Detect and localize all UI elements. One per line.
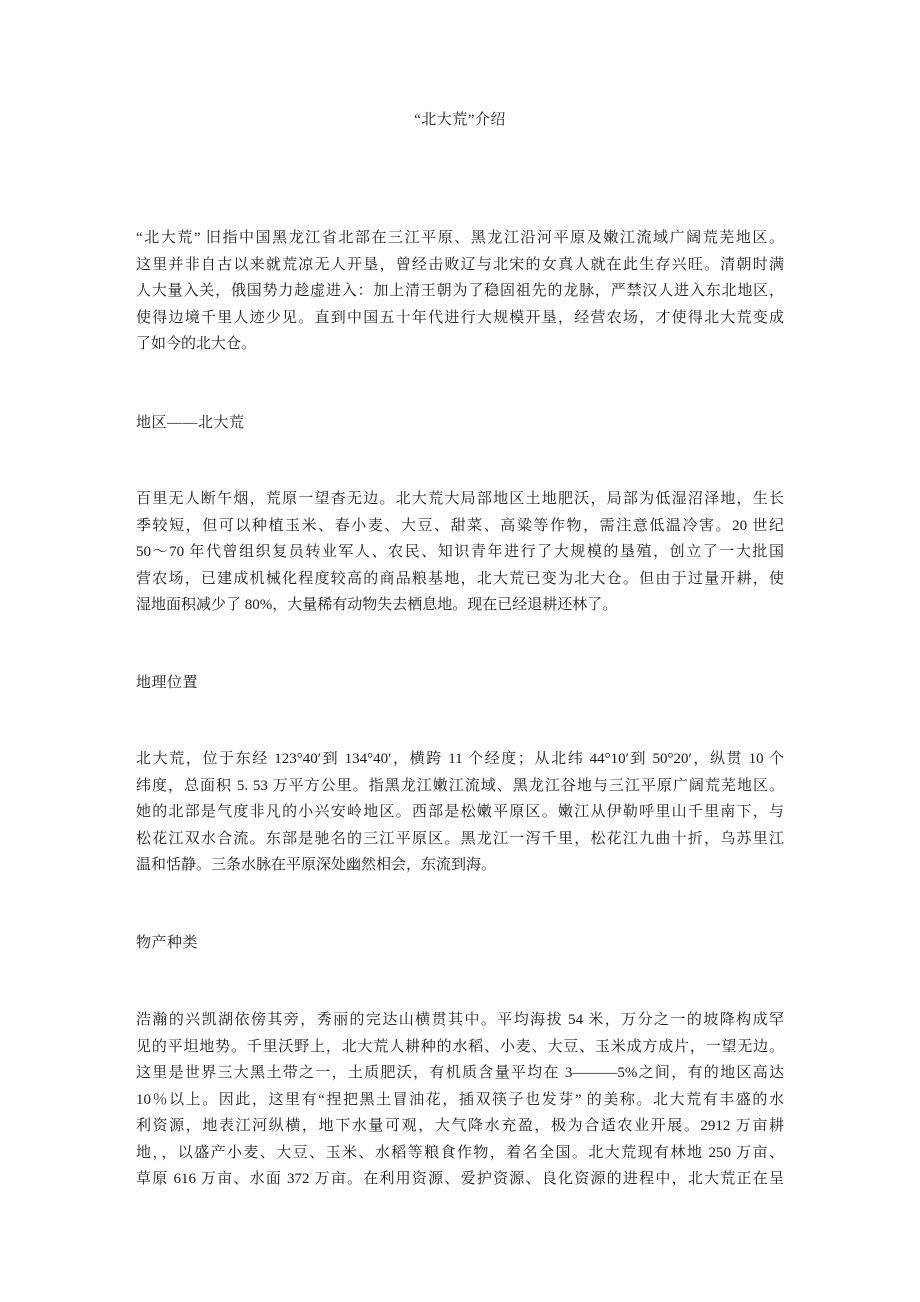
text-line: 她的北部是气度非凡的小兴安岭地区。西部是松嫩平原区。嫩江从伊勒呼里山千里南下，与 bbox=[136, 804, 784, 820]
section-heading-location: 地理位置 bbox=[136, 675, 199, 691]
paragraph-location bbox=[136, 746, 784, 879]
text-line: 地，，以盛产小麦、大豆、玉米、水稻等粮食作物，着名全国。北大荒现有林地 250 万亩、 bbox=[136, 1144, 784, 1161]
text-line: 湿地面积减少了 80%，大量稀有动物失去栖息地。现在已经退耕还林了。 bbox=[136, 597, 618, 613]
text-line: 使得边境千里人迹少见。直到中国五十年代进行大规模开垦，经营农场，才使得北大荒变成 bbox=[136, 309, 784, 326]
text-line: 北大荒，位于东经 123°40′到 134°40′，横跨 11 个经度；从北纬 44°10′到 50°20′，纵贯 10 个 bbox=[136, 751, 784, 767]
paragraph-region bbox=[136, 486, 784, 619]
document-title: “北大荒”介绍 bbox=[414, 112, 506, 128]
paragraph-intro bbox=[136, 225, 784, 358]
text-line: 利资源，地表江河纵横，地下水量可观，大气降水充盈，极为合适农业开展。2912 万亩耕 bbox=[136, 1118, 784, 1134]
section-heading-products: 物产种类 bbox=[136, 935, 199, 951]
text-line: 百里无人断午烟，荒原一望杳无边。北大荒大局部地区土地肥沃，局部为低湿沼泽地，生长 bbox=[136, 491, 784, 507]
section-heading-region: 地区——北大荒 bbox=[136, 415, 245, 431]
text-line: 草原 616 万亩、水面 372 万亩。在利用资源、爱护资源、良化资源的进程中，北大荒正在呈 bbox=[136, 1171, 784, 1187]
text-line: 浩瀚的兴凯湖依傍其旁，秀丽的完达山横贯其中。平均海拔 54 米，万分之一的坡降构成罕 bbox=[136, 1012, 784, 1028]
paragraph-products bbox=[136, 1007, 784, 1193]
text-line: 10％以上。因此，这里有“捏把黑土冒油花，插双筷子也发芽” 的美称。北大荒有丰盛的水 bbox=[136, 1091, 784, 1108]
text-line: 了如今的北大仓。 bbox=[136, 336, 257, 352]
text-line: 营农场，已建成机械化程度较高的商品粮基地，北大荒已变为北大仓。但由于过量开耕，使 bbox=[136, 570, 784, 587]
text-line: 人大量入关，俄国势力趁虚进入：加上清王朝为了稳固祖先的龙脉，严禁汉人进入东北地区， bbox=[136, 283, 784, 299]
text-line: 见的平坦地势。千里沃野上，北大荒人耕种的水稻、小麦、大豆、玉米成方成片，一望无边。 bbox=[136, 1038, 784, 1055]
text-line: 这里是世界三大黑土带之一，土质肥沃，有机质含量平均在 3———5%之间，有的地区高达 bbox=[136, 1065, 784, 1081]
text-line: “北大荒” 旧指中国黑龙江省北部在三江平原、黑龙江沿河平原及嫩江流域广阔荒芜地区。 bbox=[136, 230, 784, 246]
text-line: 松花江双水合流。东部是驰名的三江平原区。黑龙江一泻千里，松花江九曲十折，乌苏里江 bbox=[136, 830, 784, 847]
text-line: 这里并非自古以来就荒凉无人开垦，曾经击败辽与北宋的女真人就在此生存兴旺。清朝时满 bbox=[136, 256, 784, 273]
text-line: 50～70 年代曾组织复员转业军人、农民、知识青年进行了大规模的垦殖，创立了一大批国 bbox=[136, 544, 784, 560]
text-line: 纬度，总面积 5. 53 万平方公里。指黑龙江嫩江流域、黑龙江谷地与三江平原广阔荒芜地区。 bbox=[136, 777, 784, 794]
text-line: 温和恬静。三条水脉在平原深处幽然相会，东流到海。 bbox=[136, 857, 497, 873]
text-line: 季较短，但可以种植玉米、春小麦、大豆、甜菜、高粱等作物，需注意低温冷害。20 世纪 bbox=[136, 517, 784, 534]
